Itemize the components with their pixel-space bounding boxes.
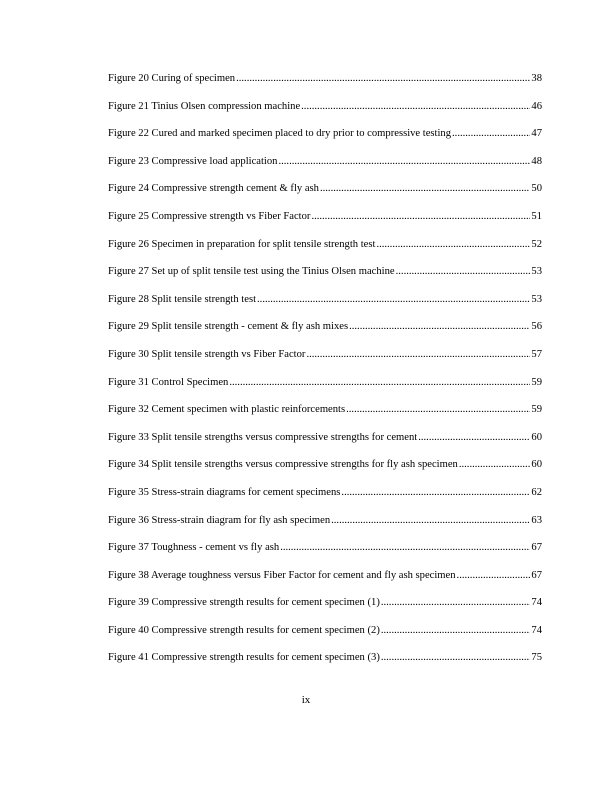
dot-leader (331, 514, 530, 527)
toc-entry-title: Figure 21 Tinius Olsen compression machine (108, 100, 301, 112)
list-of-figures (108, 72, 542, 679)
dot-leader (376, 238, 530, 251)
dot-leader (236, 72, 530, 85)
toc-entry-page: 56 (531, 321, 542, 333)
toc-entry[interactable] (108, 624, 542, 652)
dot-leader (229, 376, 530, 389)
dot-leader (278, 155, 530, 168)
toc-entry-title: Figure 32 Cement specimen with plastic reinforcements (108, 404, 346, 416)
toc-entry[interactable] (108, 265, 542, 293)
dot-leader (418, 431, 530, 444)
dot-leader (311, 210, 530, 223)
toc-entry-title: Figure 28 Split tensile strength test (108, 293, 257, 305)
toc-entry-title: Figure 26 Specimen in preparation for split tensile strength test (108, 238, 376, 250)
toc-entry-page: 47 (531, 128, 542, 140)
toc-entry-title: Figure 23 Compressive load application (108, 155, 278, 167)
toc-entry-page: 50 (531, 183, 542, 195)
toc-entry[interactable] (108, 651, 542, 679)
toc-entry-title: Figure 25 Compressive strength vs Fiber Factor (108, 210, 311, 222)
toc-entry[interactable] (108, 127, 542, 155)
toc-entry-title: Figure 37 Toughness - cement vs fly ash (108, 542, 280, 554)
dot-leader (459, 458, 531, 471)
toc-entry[interactable] (108, 403, 542, 431)
toc-entry[interactable] (108, 376, 542, 404)
dot-leader (452, 127, 530, 140)
dot-leader (457, 569, 531, 582)
toc-entry[interactable] (108, 431, 542, 459)
toc-entry-title: Figure 20 Curing of specimen (108, 73, 236, 84)
toc-entry-page: 74 (531, 597, 542, 609)
toc-entry[interactable] (108, 155, 542, 183)
dot-leader (306, 348, 530, 361)
toc-entry-page: 48 (531, 155, 542, 167)
toc-entry-page: 53 (531, 266, 542, 278)
dot-leader (280, 541, 530, 554)
page-number: ix (301, 694, 311, 706)
toc-entry-title: Figure 41 Compressive strength results for cement specimen (3) (108, 652, 380, 664)
toc-entry[interactable] (108, 210, 542, 238)
toc-entry-page: 74 (531, 624, 542, 636)
toc-entry-title: Figure 30 Split tensile strength vs Fiber Factor (108, 348, 306, 360)
dot-leader (346, 403, 530, 416)
toc-entry-title: Figure 22 Cured and marked specimen placed to dry prior to compressive testing (108, 128, 452, 140)
toc-entry-title: Figure 33 Split tensile strengths versus compressive strengths for cement (108, 431, 418, 443)
toc-entry-page: 51 (531, 210, 542, 222)
toc-entry-title: Figure 36 Stress-strain diagram for fly ash specimen (108, 514, 331, 526)
toc-entry-page: 53 (531, 293, 542, 305)
toc-entry-page: 67 (531, 542, 542, 554)
toc-entry[interactable] (108, 293, 542, 321)
toc-entry-title: Figure 34 Split tensile strengths versus compressive strengths for fly ash specimen (108, 459, 458, 471)
toc-entry-page: 59 (531, 404, 542, 416)
toc-entry-title: Figure 29 Split tensile strength - cement & fly ash mixes (108, 321, 349, 333)
toc-entry-title: Figure 38 Average toughness versus Fiber Factor for cement and fly ash specimen (108, 569, 456, 581)
toc-entry[interactable] (108, 182, 542, 210)
toc-entry-page: 57 (531, 348, 542, 360)
dot-leader (381, 596, 531, 609)
toc-entry-title: Figure 24 Compressive strength cement & fly ash (108, 183, 319, 195)
dot-leader (341, 486, 530, 499)
toc-entry-page: 60 (531, 431, 542, 443)
toc-entry[interactable] (108, 486, 542, 514)
toc-entry[interactable] (108, 514, 542, 542)
toc-entry-title: Figure 39 Compressive strength results for cement specimen (1) (108, 597, 380, 609)
dot-leader (381, 624, 531, 637)
toc-entry[interactable] (108, 458, 542, 486)
toc-entry-page: 75 (531, 652, 542, 664)
toc-entry-page: 46 (531, 100, 542, 112)
toc-entry-title: Figure 31 Control Specimen (108, 376, 229, 388)
toc-entry-page: 52 (531, 238, 542, 250)
toc-entry[interactable] (108, 100, 542, 128)
dot-leader (396, 265, 531, 278)
dot-leader (320, 182, 530, 195)
toc-entry-page: 59 (531, 376, 542, 388)
toc-entry[interactable] (108, 541, 542, 569)
dot-leader (301, 100, 530, 113)
dot-leader (381, 651, 531, 664)
toc-entry-title: Figure 27 Set up of split tensile test using the Tinius Olsen machine (108, 266, 395, 278)
toc-entry[interactable] (108, 569, 542, 597)
toc-entry[interactable] (108, 596, 542, 624)
toc-entry[interactable] (108, 320, 542, 348)
toc-entry-page: 38 (531, 73, 542, 84)
toc-entry-title: Figure 35 Stress-strain diagrams for cement specimens (108, 486, 341, 498)
toc-entry[interactable] (108, 348, 542, 376)
toc-entry-page: 62 (531, 486, 542, 498)
toc-entry[interactable] (108, 72, 542, 100)
dot-leader (257, 293, 530, 306)
toc-entry-page: 63 (531, 514, 542, 526)
toc-entry-page: 67 (531, 569, 542, 581)
toc-entry[interactable] (108, 238, 542, 266)
toc-entry-title: Figure 40 Compressive strength results for cement specimen (2) (108, 624, 380, 636)
dot-leader (349, 320, 530, 333)
toc-entry-page: 60 (531, 459, 542, 471)
